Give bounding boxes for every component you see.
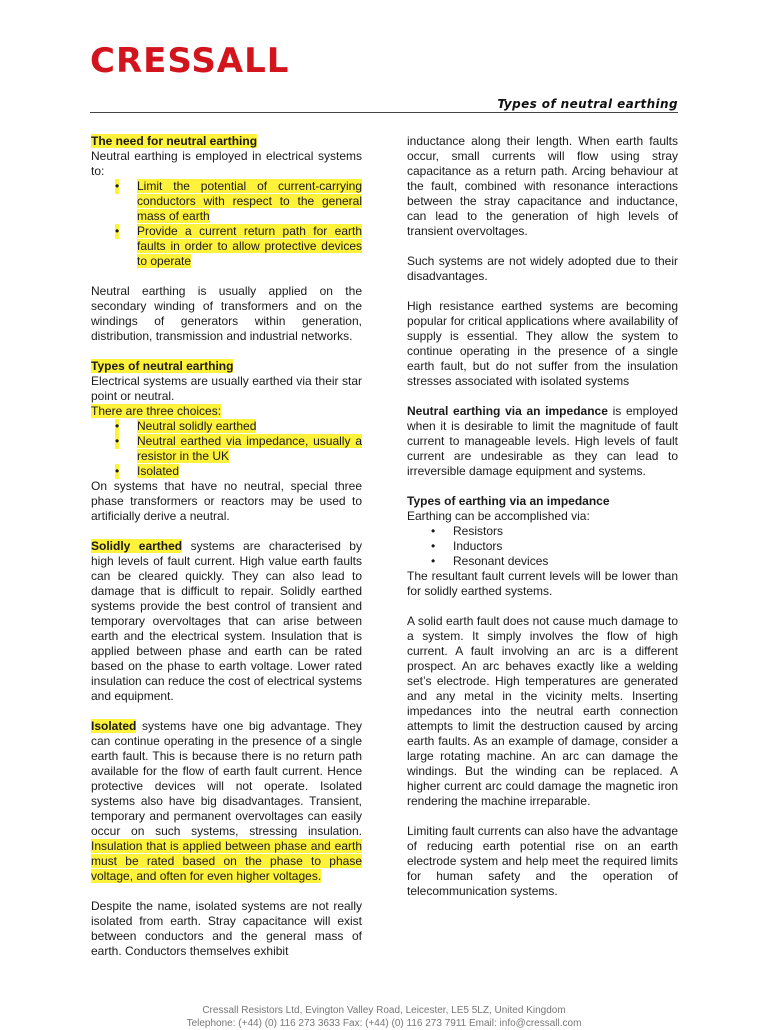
impedance-bullet-list xyxy=(407,524,678,569)
impedance-lead: Neutral earthing via an impedance xyxy=(407,404,608,418)
insulation-highlight: Insulation that is applied between phase and earth must be rated based on the phase to phase voltage, and often for even higher voltages. xyxy=(91,839,362,883)
paragraph-choices: There are three choices: xyxy=(91,404,222,418)
footer-contact: Telephone: (+44) (0) 116 273 3633 Fax: (+44) (0) 116 273 7911 Email: info@cressall.com xyxy=(186,1018,582,1029)
isolated-lead: Isolated xyxy=(91,719,137,733)
paragraph-not-widely: Such systems are not widely adopted due to their disadvantages. xyxy=(407,254,678,283)
list-item: • Resonant devices xyxy=(453,554,678,569)
list-item: • Isolated xyxy=(137,464,362,479)
paragraph-types: Electrical systems are usually earthed via their star point or neutral. xyxy=(91,374,362,403)
solidly-earthed-lead: Solidly earthed xyxy=(91,539,183,553)
paragraph-continued: inductance along their length. When earth faults occur, small currents will flow using stray capacitance as a return path. Arcing behaviour at the fault, combined with resonance interactions between the stray capacitance and inductance, can lead to the generation of high levels of transient overvoltages. xyxy=(407,134,678,238)
paragraph-high-resistance: High resistance earthed systems are becoming popular for critical applications where availability of supply is essential. They allow the system to continue operating in the presence of a single earth fault, but do not suffer from the insulation stresses associated with isolated systems xyxy=(407,299,678,388)
company-logo: CRESSALL xyxy=(90,41,290,81)
heading-types-via-impedance: Types of earthing via an impedance xyxy=(407,494,610,508)
paragraph-need: Neutral earthing is employed in electrical systems to: xyxy=(91,149,362,178)
paragraph-solidly-earthed: Solidly earthed systems are characterised by high levels of fault current. High value earth faults can be cleared quickly. They can also lead to damage that is difficult to repair. Solidly earthed systems provide the best control of transient and temporary overvoltages that can arise between earth and the electrical system. Insulation that is applied between phase and earth can be rated based on the phase to earth voltage. Lower rated insulation can reduce the cost of electrical systems and equipment. xyxy=(91,539,362,703)
paragraph-accomplished: Earthing can be accomplished via: xyxy=(407,509,590,523)
paragraph-isolated: Isolated systems have one big advantage. They can continue operating in the presence of a single earth fault. This is because there is no return path available for the flow of earth fault current. Hence protective devices will not operate. Isolated systems also have big disadvantages. Transient, temporary and permanent overvoltages can easily occur on such systems, stressing insulation. Insulation that is applied between phase and earth must be rated based on the phase to phase voltage, and often for even higher voltages. xyxy=(91,719,362,883)
paragraph-solid-earth-fault: A solid earth fault does not cause much damage to a system. It simply involves the flow of high current. A fault involving an arc is a different prospect. An arc behaves exactly like a welding set’s electrode. High temperatures are generated and any metal in the vicinity melts. Inserting impedances into the neutral earth connection attempts to limit the destruction caused by arcing earth faults. As an example of damage, consider a large rotating machine. An arc can damage the windings. But the winding can be replaced. A higher current arc could damage the magnetic iron rendering the machine irreparable. xyxy=(407,614,678,808)
paragraph-impedance: Neutral earthing via an impedance is employed when it is desirable to limit the magnitude of fault current to manageable levels. High levels of fault current are undesirable as they can lead to irreversible damage equipment and systems. xyxy=(407,404,678,478)
document-title: Types of neutral earthing xyxy=(497,97,678,111)
list-item: • Resistors xyxy=(453,524,678,539)
heading-types-of-neutral-earthing: Types of neutral earthing xyxy=(91,359,234,373)
left-column xyxy=(91,134,362,974)
list-item: • Neutral solidly earthed xyxy=(137,419,362,434)
list-item: • Inductors xyxy=(453,539,678,554)
choices-bullet-list xyxy=(91,419,362,479)
paragraph-limiting: Limiting fault currents can also have the advantage of reducing earth potential rise on an earth electrode system and help meet the required limits for human safety and the operation of telecommunication systems. xyxy=(407,824,678,898)
paragraph-despite: Despite the name, isolated systems are not really isolated from earth. Stray capacitance will exist between conductors and the general mass of earth. Conductors themselves exhibit xyxy=(91,899,362,958)
paragraph-no-neutral: On systems that have no neutral, special three phase transformers or reactors may be used to artificially derive a neutral. xyxy=(91,479,362,523)
paragraph-resultant: The resultant fault current levels will be lower than for solidly earthed systems. xyxy=(407,569,678,598)
need-bullet-list xyxy=(91,179,362,269)
list-item: • Provide a current return path for earth faults in order to allow protective devices to operate xyxy=(137,224,362,269)
right-column xyxy=(407,134,678,914)
list-item: • Neutral earthed via impedance, usually a resistor in the UK xyxy=(137,434,362,464)
paragraph-applied: Neutral earthing is usually applied on the secondary winding of transformers and on the windings of generators within generation, distribution, transmission and industrial networks. xyxy=(91,284,362,343)
heading-need-for-neutral-earthing: The need for neutral earthing xyxy=(91,134,258,148)
list-item: • Limit the potential of current-carrying conductors with respect to the general mass of earth xyxy=(137,179,362,224)
footer-address: Cressall Resistors Ltd, Evington Valley Road, Leicester, LE5 5LZ, United Kingdom xyxy=(202,1005,566,1016)
header-rule xyxy=(90,112,678,113)
